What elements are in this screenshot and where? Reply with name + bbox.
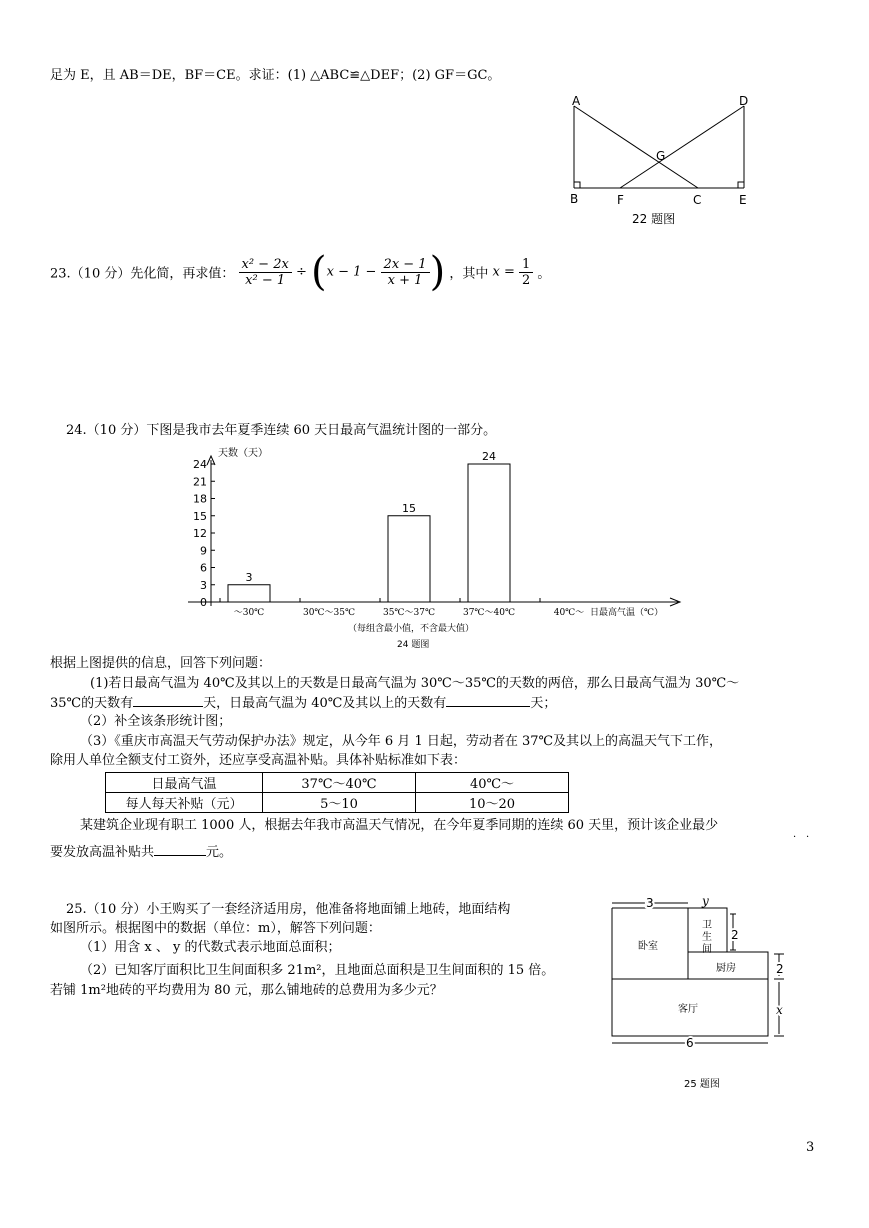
bar bbox=[228, 585, 270, 602]
bar-value-label: 15 bbox=[402, 501, 416, 515]
y-tick-label: 3 bbox=[200, 578, 207, 592]
q24-p3-line2: 除用人单位全额支付工资外，还应享受高温补贴。具体补贴标准如下表： bbox=[50, 753, 467, 768]
label-g: G bbox=[656, 149, 666, 163]
dim-right-2b: 2 bbox=[776, 962, 784, 976]
x-tick-label: 37℃～40℃ bbox=[462, 608, 516, 618]
q25-line3: （1）用含 x 、 y 的代数式表示地面总面积； bbox=[80, 940, 341, 955]
room-kitchen: 厨房 bbox=[716, 963, 736, 974]
dim-top-y: y bbox=[702, 894, 709, 908]
y-tick-label: 18 bbox=[193, 492, 207, 506]
table-cell: 40℃～ bbox=[416, 773, 569, 793]
x-axis-label: 日最高气温（℃） bbox=[590, 608, 664, 618]
y-axis-label: 天数（天） bbox=[218, 448, 268, 459]
p4-text-1: 要发放高温补贴共 bbox=[50, 845, 155, 860]
subsidy-table bbox=[105, 772, 569, 813]
answer-blank-1[interactable] bbox=[133, 694, 203, 707]
label-a: A bbox=[572, 94, 581, 108]
q23-fraction-2 bbox=[381, 257, 430, 288]
answer-blank-2[interactable] bbox=[446, 694, 530, 707]
q23-xeq: x = bbox=[492, 264, 515, 280]
y-tick-label: 24 bbox=[193, 458, 207, 471]
p1-text-3: 天； bbox=[530, 696, 557, 711]
temperature-bar-chart bbox=[180, 440, 700, 650]
q24-p1-line1: (1)若日最高气温为 40℃及其以上的天数是日最高气温为 30℃～35℃的天数的两倍，那么日最高气温为 30℃～ bbox=[90, 676, 740, 691]
label-b: B bbox=[570, 192, 579, 206]
q23-prefix: 23.（10 分）先化简，再求值： bbox=[50, 266, 235, 282]
inner-left: x − 1 − bbox=[326, 264, 377, 280]
q23-fraction-3 bbox=[519, 257, 533, 288]
q23-fraction-1 bbox=[239, 257, 292, 288]
f2-numerator: 2x − 1 bbox=[381, 257, 430, 273]
emphasis-dot: · bbox=[806, 832, 810, 843]
q24-p1-line2 bbox=[50, 694, 556, 712]
answer-blank-3[interactable] bbox=[154, 843, 206, 856]
x-tick-label: ～30℃ bbox=[233, 608, 265, 618]
room-bedroom: 卧室 bbox=[638, 941, 658, 952]
table-cell: 5～10 bbox=[263, 793, 416, 813]
y-tick-label: 15 bbox=[193, 509, 207, 523]
y-tick-label: 12 bbox=[193, 527, 207, 540]
room-bath-1: 卫 bbox=[702, 920, 712, 931]
emphasis-dot: · bbox=[793, 832, 797, 843]
q24-p3-line1: （3）《重庆市高温天气劳动保护办法》规定，从今年 6 月 1 日起，劳动者在 37℃及其以上的高温天气下工作， bbox=[80, 734, 723, 749]
label-f: F bbox=[617, 193, 624, 207]
f3-numerator: 1 bbox=[519, 257, 533, 273]
p4-text-2: 元。 bbox=[206, 845, 233, 860]
q25-line4: （2）已知客厅面积比卫生间面积多 21m²，且地面总面积是卫生间面积的 15 倍。 bbox=[80, 963, 555, 978]
bar-value-label: 3 bbox=[245, 570, 253, 584]
q23-end: 。 bbox=[537, 266, 551, 282]
dim-bottom-6: 6 bbox=[686, 1036, 694, 1050]
label-d: D bbox=[739, 94, 749, 108]
f3-denominator: 2 bbox=[521, 272, 531, 288]
q25-line1: 25.（10 分）小王购买了一套经济适用房，他准备将地面铺上地砖，地面结构 bbox=[66, 902, 511, 917]
q24-p4-line2 bbox=[50, 843, 232, 861]
bar bbox=[468, 464, 510, 602]
x-tick-label: 40℃～ bbox=[553, 608, 585, 618]
q24-caption: 24 题图 bbox=[397, 640, 430, 650]
q24-p4-line1: 某建筑企业现有职工 1000 人，根据去年我市高温天气情况，在今年夏季同期的连续 60 天里，预计该企业最少 bbox=[80, 818, 719, 833]
q25-line5: 若铺 1m²地砖的平均费用为 80 元，那么铺地砖的总费用为多少元？ bbox=[50, 983, 443, 998]
table-row bbox=[106, 773, 569, 793]
x-tick-label: 30℃～35℃ bbox=[302, 608, 356, 618]
page-number: 3 bbox=[806, 1140, 815, 1155]
p1-text-1: 35℃的天数有 bbox=[50, 696, 134, 711]
q23-expression bbox=[50, 249, 551, 295]
bar-value-label: 24 bbox=[482, 450, 496, 463]
q25-caption: 25 题图 bbox=[684, 1079, 720, 1090]
p1-text-2: 天，日最高气温为 40℃及其以上的天数有 bbox=[203, 696, 447, 711]
q24-intro: 根据上图提供的信息，回答下列问题： bbox=[50, 656, 272, 671]
dim-top-3: 3 bbox=[646, 896, 654, 910]
q24-title: 24.（10 分）下图是我市去年夏季连续 60 天日最高气温统计图的一部分。 bbox=[66, 423, 497, 438]
q23-middle: ，其中 bbox=[449, 266, 489, 282]
table-row bbox=[106, 793, 569, 813]
dim-right-2a: 2 bbox=[731, 928, 739, 942]
f2-denominator: x + 1 bbox=[387, 272, 423, 288]
divide-sign: ÷ bbox=[295, 264, 307, 280]
table-cell: 每人每天补贴（元） bbox=[106, 793, 263, 813]
room-bath-3: 间 bbox=[702, 944, 712, 955]
room-living: 客厅 bbox=[678, 1004, 698, 1015]
left-paren: ( bbox=[311, 249, 327, 295]
bar bbox=[388, 516, 430, 602]
y-tick-label: 0 bbox=[200, 596, 207, 609]
q22-figure bbox=[560, 90, 760, 230]
table-cell: 37℃～40℃ bbox=[263, 773, 416, 793]
q22-text: 足为 E，且 AB＝DE，BF＝CE。求证：(1) △ABC≌△DEF；(2) GF＝GC。 bbox=[50, 68, 501, 83]
floor-plan-figure bbox=[600, 892, 815, 1098]
table-cell: 10～20 bbox=[416, 793, 569, 813]
y-tick-label: 6 bbox=[200, 561, 207, 575]
y-tick-label: 9 bbox=[200, 544, 207, 558]
room-bath-2: 生 bbox=[702, 932, 712, 943]
chart-note: （每组含最小值，不含最大值） bbox=[348, 624, 475, 634]
f1-denominator: x² − 1 bbox=[245, 272, 286, 288]
dim-right-x: x bbox=[776, 1003, 783, 1017]
y-tick-label: 21 bbox=[193, 475, 207, 489]
f1-numerator: x² − 2x bbox=[239, 257, 292, 273]
q22-caption: 22 题图 bbox=[632, 212, 676, 226]
label-e: E bbox=[739, 193, 747, 207]
x-tick-label: 35℃～37℃ bbox=[382, 608, 436, 618]
q24-p2: （2）补全该条形统计图； bbox=[80, 714, 232, 729]
table-cell: 日最高气温 bbox=[106, 773, 263, 793]
label-c: C bbox=[693, 193, 702, 207]
right-paren: ) bbox=[429, 249, 446, 295]
q25-line2: 如图所示。根据图中的数据（单位：m），解答下列问题： bbox=[50, 921, 381, 936]
